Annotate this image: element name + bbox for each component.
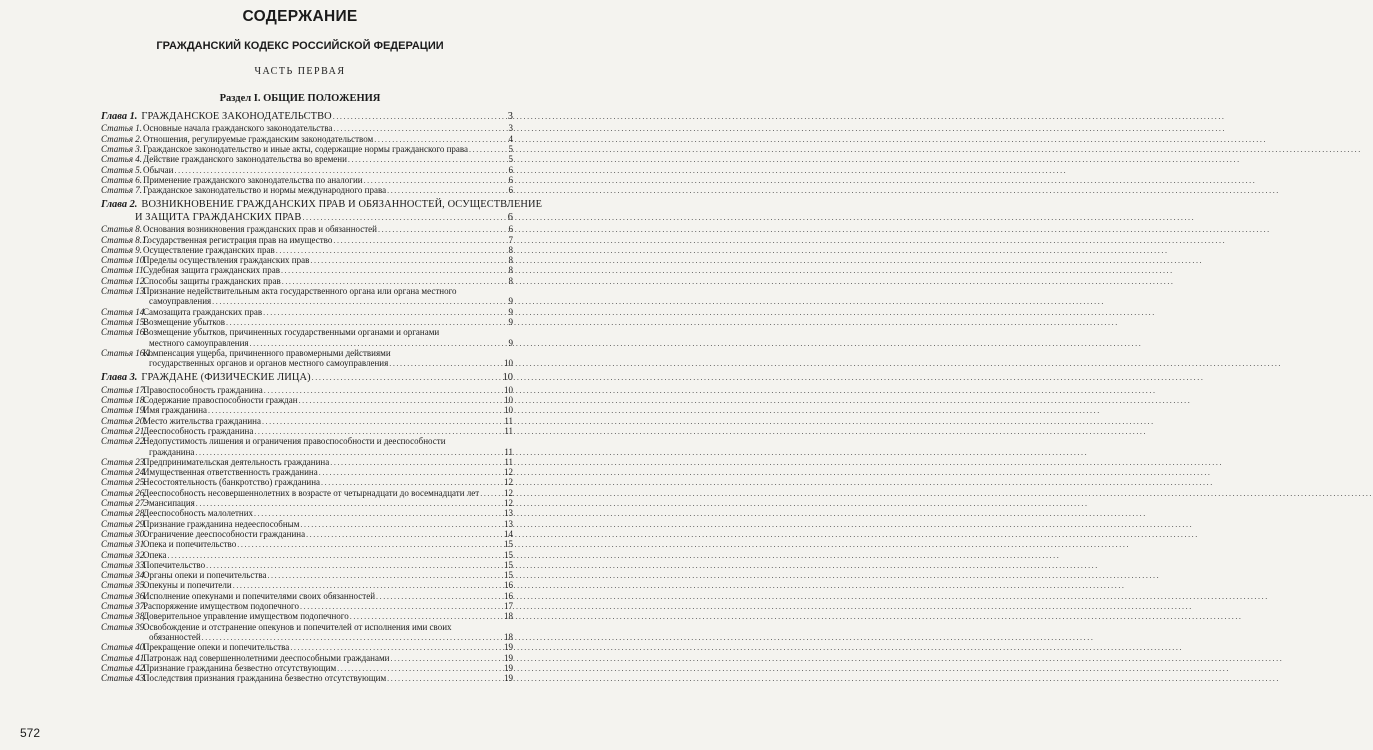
toc-page-number: 15 [504, 539, 513, 550]
dot-leader [387, 674, 503, 684]
toc-line [101, 185, 513, 195]
article-label: Статья 33. [101, 559, 147, 570]
toc-article [101, 457, 513, 467]
toc-page-number: 6 [508, 174, 513, 185]
article-title: Содержание правоспособности граждан [143, 395, 298, 406]
article-label: Статья 22. [101, 436, 147, 447]
article-title: Опека и попечительство [143, 539, 237, 550]
toc-chapter [101, 372, 513, 384]
toc-article [101, 385, 513, 395]
toc-article [101, 570, 513, 580]
toc-article [101, 560, 513, 570]
toc-line [101, 457, 513, 467]
dot-leader [333, 111, 506, 123]
toc-page-number: 9 [508, 306, 513, 317]
toc-article [101, 467, 513, 477]
toc-article [101, 673, 513, 683]
article-title: Компенсация ущерба, причиненного правомерными действиями [143, 347, 391, 358]
dot-leader [389, 359, 503, 369]
article-title: Несостоятельность (банкротство) гражданина [143, 477, 321, 488]
article-title: Действие гражданского законодательства во времени [143, 154, 347, 165]
article-label: Статья 38. [101, 611, 147, 622]
toc-page-number: 10 [504, 405, 513, 416]
toc-line [101, 477, 513, 487]
toc-article [101, 519, 513, 529]
toc-article [101, 405, 513, 415]
chapter-label: Глава 2. [101, 199, 138, 211]
toc-chapter [101, 199, 543, 224]
article-label: Статья 30. [101, 528, 147, 539]
article-title: Пределы осуществления гражданских прав [143, 255, 310, 266]
article-label: Статья 11. [101, 265, 146, 276]
toc-article [101, 327, 513, 348]
toc-line [101, 296, 513, 306]
toc-line [101, 144, 513, 154]
article-label: Статья 25. [101, 477, 147, 488]
toc-line [101, 235, 513, 245]
article-label: Статья 13. [101, 286, 147, 297]
toc-article [101, 154, 513, 164]
toc-page-number: 15 [504, 559, 513, 570]
article-title: Признание гражданина безвестно отсутствующим [143, 662, 337, 673]
article-title: Государственная регистрация прав на имущество [143, 234, 333, 245]
article-title: Гражданское законодательство и иные акты, содержащие нормы гражданского права [143, 143, 469, 154]
toc-line [101, 154, 513, 164]
toc-line [101, 317, 513, 327]
toc-page-number: 6 [508, 185, 513, 196]
toc-line [101, 134, 513, 144]
toc-page-number: 9 [508, 337, 513, 348]
article-label: Статья 15. [101, 316, 147, 327]
article-title: Основные начала гражданского законодательства [143, 123, 333, 134]
article-title: Судебная защита гражданских прав [143, 265, 280, 276]
toc-article [101, 539, 513, 549]
toc-page-number: 8 [508, 255, 513, 266]
toc-page-number: 19 [504, 652, 513, 663]
toc-line [101, 611, 513, 621]
toc-line [101, 529, 513, 539]
toc-article [101, 426, 513, 436]
toc-line [101, 212, 513, 224]
article-title: Самозащита гражданских прав [143, 306, 263, 317]
part-title: ЧАСТЬ ПЕРВАЯ [254, 66, 346, 77]
toc-line [101, 224, 513, 234]
chapter-label: Глава 1. [101, 111, 138, 122]
article-label: Статья 2. [101, 133, 143, 144]
toc-page-number: 16 [504, 590, 513, 601]
article-label: Статья 23. [101, 456, 147, 467]
article-label: Статья 19. [101, 405, 147, 416]
toc-line [101, 447, 513, 457]
toc-page-number: 3 [508, 123, 513, 134]
article-title: Эмансипация [143, 498, 195, 509]
article-label: Статья 12. [101, 275, 147, 286]
toc-page-number: 12 [504, 467, 513, 478]
article-title: Опека [143, 549, 167, 560]
toc-article [101, 611, 513, 621]
toc-line [101, 539, 513, 549]
article-label: Статья 3. [101, 143, 143, 154]
toc-article [101, 498, 513, 508]
dot-leader [387, 186, 506, 196]
toc-line [101, 175, 513, 185]
article-label: Статья 21. [101, 425, 147, 436]
dot-leader [312, 372, 502, 384]
toc-page-number: 6 [508, 224, 513, 235]
toc-page-number: 18 [504, 631, 513, 642]
article-label: Статья 5. [101, 164, 143, 175]
toc-line [101, 123, 513, 133]
article-label: Статья 42. [101, 662, 147, 673]
article-label: Статья 18. [101, 395, 147, 406]
article-label: Статья 31. [101, 539, 147, 550]
dot-leader [302, 212, 506, 224]
toc-line [101, 560, 513, 570]
article-title: Органы опеки и попечительства [143, 570, 267, 581]
article-label: Статья 17. [101, 384, 147, 395]
toc-page-number: 6 [508, 164, 513, 175]
article-title: Дееспособность гражданина [143, 425, 254, 436]
article-title: Признание гражданина недееспособным [143, 518, 300, 529]
toc-article [101, 265, 513, 275]
article-title: местного самоуправления [149, 337, 249, 348]
article-title: Патронаж над совершеннолетними дееспособными гражданами [143, 652, 390, 663]
toc-article [101, 286, 513, 307]
article-title: Распоряжение имуществом подопечного [143, 601, 300, 612]
toc-page-number: 6 [507, 211, 513, 223]
toc-article [101, 477, 513, 487]
article-label: Статья 37. [101, 601, 147, 612]
article-title: Гражданское законодательство и нормы международного права [143, 185, 387, 196]
toc-line [101, 338, 513, 348]
toc-article [101, 185, 513, 195]
toc-line [101, 508, 513, 518]
article-title: самоуправления [149, 296, 212, 307]
toc-page-number: 5 [508, 154, 513, 165]
toc-line [101, 199, 543, 211]
toc-line [101, 591, 513, 601]
toc-page-number: 9 [508, 316, 513, 327]
toc-page-number: 10 [504, 358, 513, 369]
toc-page-number: 19 [504, 642, 513, 653]
toc-article [101, 642, 513, 652]
page-number: 572 [20, 726, 41, 740]
toc-page-number: 12 [504, 487, 513, 498]
toc-page-number: 15 [504, 549, 513, 560]
toc-page-number: 8 [508, 265, 513, 276]
toc-article [101, 601, 513, 611]
toc-article [101, 591, 513, 601]
toc-page-number: 19 [504, 662, 513, 673]
toc-article [101, 653, 513, 663]
article-title: государственных органов и органов местного самоуправления [149, 358, 389, 369]
chapter-label: Глава 3. [101, 372, 138, 384]
article-title: Применение гражданского законодательства по аналогии [143, 174, 363, 185]
toc-page-number: 16 [504, 580, 513, 591]
toc-article [101, 235, 513, 245]
toc-article [101, 224, 513, 234]
article-title: Возмещение убытков [143, 316, 226, 327]
article-label: Статья 16.1. [101, 347, 154, 358]
toc-line [101, 436, 513, 446]
toc-line [101, 111, 513, 123]
toc-line [101, 663, 513, 673]
page-title: СОДЕРЖАНИЕ [242, 8, 358, 25]
toc-chapter [101, 111, 513, 123]
toc-article [101, 348, 513, 369]
toc-line [101, 327, 513, 337]
article-title: Прекращение опеки и попечительства [143, 642, 290, 653]
article-title: Предпринимательская деятельность гражданина [143, 456, 330, 467]
article-label: Статья 1. [101, 123, 143, 134]
toc-line [101, 276, 513, 286]
article-title: Признание недействительным акта государственного органа или органа местного [143, 286, 457, 297]
toc-line [101, 653, 513, 663]
toc-line [101, 395, 513, 405]
article-label: Статья 4. [101, 154, 143, 165]
toc-article [101, 580, 513, 590]
article-title: Правоспособность гражданина [143, 384, 263, 395]
toc-page-number: 10 [504, 384, 513, 395]
toc-page-number: 5 [508, 143, 513, 154]
article-label: Статья 8.1. [101, 234, 149, 245]
article-title: Основания возникновения гражданских прав и обязанностей [143, 224, 377, 235]
toc-line [101, 348, 513, 358]
article-label: Статья 20. [101, 415, 147, 426]
toc-line [101, 632, 513, 642]
toc-line [101, 622, 513, 632]
toc-line [101, 673, 513, 683]
toc-line [101, 550, 513, 560]
toc-page-number: 11 [504, 446, 513, 457]
toc-article [101, 663, 513, 673]
toc-article [101, 488, 513, 498]
article-title: Возмещение убытков, причиненных государственными органами и органами [143, 327, 440, 338]
article-title: гражданина [149, 446, 195, 457]
toc-article [101, 123, 513, 133]
article-label: Статья 29. [101, 518, 147, 529]
article-label: Статья 10. [101, 255, 147, 266]
toc-page-number: 10 [504, 395, 513, 406]
article-label: Статья 41. [101, 652, 147, 663]
toc-page-number: 10 [502, 372, 513, 384]
toc-page-number: 9 [508, 296, 513, 307]
code-title: ГРАЖДАНСКИЙ КОДЕКС РОССИЙСКОЙ ФЕДЕРАЦИИ [156, 40, 444, 52]
toc-line [101, 519, 513, 529]
toc-page-number: 11 [504, 425, 513, 436]
toc-line [101, 385, 513, 395]
article-label: Статья 26. [101, 487, 147, 498]
toc-article [101, 255, 513, 265]
table-of-contents [101, 111, 543, 684]
toc-page-number: 12 [504, 498, 513, 509]
article-label: Статья 43. [101, 673, 147, 684]
toc-line [101, 372, 513, 384]
toc-page-number: 18 [504, 611, 513, 622]
toc-article [101, 508, 513, 518]
article-title: Место жительства гражданина [143, 415, 261, 426]
toc-line [101, 255, 513, 265]
toc-line [101, 488, 513, 498]
toc-line [101, 286, 513, 296]
chapter-title: ГРАЖДАНЕ (ФИЗИЧЕСКИЕ ЛИЦА) [141, 372, 311, 384]
toc-line [101, 467, 513, 477]
toc-page-number: 14 [504, 528, 513, 539]
toc-line [101, 416, 513, 426]
toc-page-number: 4 [508, 133, 513, 144]
article-title: Исполнение опекунами и попечителями своих обязанностей [143, 590, 376, 601]
toc-article [101, 134, 513, 144]
toc-article [101, 144, 513, 154]
article-label: Статья 32. [101, 549, 147, 560]
section-title: Раздел I. ОБЩИЕ ПОЛОЖЕНИЯ [219, 93, 381, 104]
toc-line [101, 570, 513, 580]
toc-line [101, 601, 513, 611]
article-label: Статья 35. [101, 580, 147, 591]
toc-article [101, 165, 513, 175]
book-page [0, 0, 600, 750]
toc-article [101, 245, 513, 255]
toc-article [101, 622, 513, 643]
toc-page-number: 19 [504, 673, 513, 684]
chapter-title: ВОЗНИКНОВЕНИЕ ГРАЖДАНСКИХ ПРАВ И ОБЯЗАННОСТЕЙ, ОСУЩЕСТВЛЕНИЕ [141, 199, 543, 211]
chapter-title: И ЗАЩИТА ГРАЖДАНСКИХ ПРАВ [135, 211, 302, 223]
toc-line [101, 498, 513, 508]
article-label: Статья 8. [101, 224, 143, 235]
toc-article [101, 529, 513, 539]
article-label: Статья 27. [101, 498, 147, 509]
article-label: Статья 9. [101, 244, 143, 255]
article-title: Дееспособность несовершеннолетних в возрасте от четырнадцати до восемнадцати лет [143, 487, 480, 498]
toc-line [101, 642, 513, 652]
toc-page-number: 12 [504, 477, 513, 488]
article-label: Статья 39. [101, 621, 147, 632]
article-title: Ограничение дееспособности гражданина [143, 528, 306, 539]
toc-page-number: 3 [507, 111, 513, 122]
article-title: обязанностей [149, 631, 201, 642]
article-label: Статья 6. [101, 174, 143, 185]
article-title: Отношения, регулируемые гражданским законодательством [143, 133, 374, 144]
article-title: Опекуны и попечители [143, 580, 232, 591]
article-label: Статья 24. [101, 467, 147, 478]
toc-line [101, 307, 513, 317]
article-title: Недопустимость лишения и ограничения правоспособности и дееспособности [143, 436, 446, 447]
toc-line [101, 426, 513, 436]
toc-article [101, 175, 513, 185]
toc-page-number: 13 [504, 508, 513, 519]
article-title: Обычаи [143, 164, 174, 175]
article-label: Статья 36. [101, 590, 147, 601]
toc-article [101, 416, 513, 426]
article-title: Имущественная ответственность гражданина [143, 467, 318, 478]
article-title: Доверительное управление имуществом подопечного [143, 611, 349, 622]
toc-line [101, 265, 513, 275]
toc-line [101, 580, 513, 590]
article-label: Статья 14. [101, 306, 147, 317]
article-title: Осуществление гражданских прав [143, 244, 275, 255]
article-title: Имя гражданина [143, 405, 208, 416]
article-label: Статья 28. [101, 508, 147, 519]
article-label: Статья 34. [101, 570, 147, 581]
toc-article [101, 317, 513, 327]
chapter-title: ГРАЖДАНСКОЕ ЗАКОНОДАТЕЛЬСТВО [141, 111, 332, 122]
toc-article [101, 276, 513, 286]
article-title: Освобождение и отстранение опекунов и попечителей от исполнения ими своих [143, 621, 452, 632]
toc-line [101, 405, 513, 415]
toc-line [101, 358, 513, 368]
toc-line [101, 245, 513, 255]
toc-page-number: 8 [508, 275, 513, 286]
toc-article [101, 550, 513, 560]
toc-article [101, 395, 513, 405]
toc-page-number: 17 [504, 601, 513, 612]
toc-page-number: 11 [504, 415, 513, 426]
toc-page-number: 11 [504, 456, 513, 467]
article-title: Попечительство [143, 559, 206, 570]
toc-line [101, 165, 513, 175]
toc-page-number: 8 [508, 244, 513, 255]
toc-page-number: 13 [504, 518, 513, 529]
article-title: Способы защиты гражданских прав [143, 275, 281, 286]
article-label: Статья 40. [101, 642, 147, 653]
toc-article [101, 307, 513, 317]
toc-article [101, 436, 513, 457]
toc-page-number: 7 [508, 234, 513, 245]
toc-page-number: 15 [504, 570, 513, 581]
article-title: Последствия признания гражданина безвестно отсутствующим [143, 673, 387, 684]
article-label: Статья 7. [101, 185, 143, 196]
article-label: Статья 16. [101, 327, 147, 338]
article-title: Дееспособность малолетних [143, 508, 254, 519]
